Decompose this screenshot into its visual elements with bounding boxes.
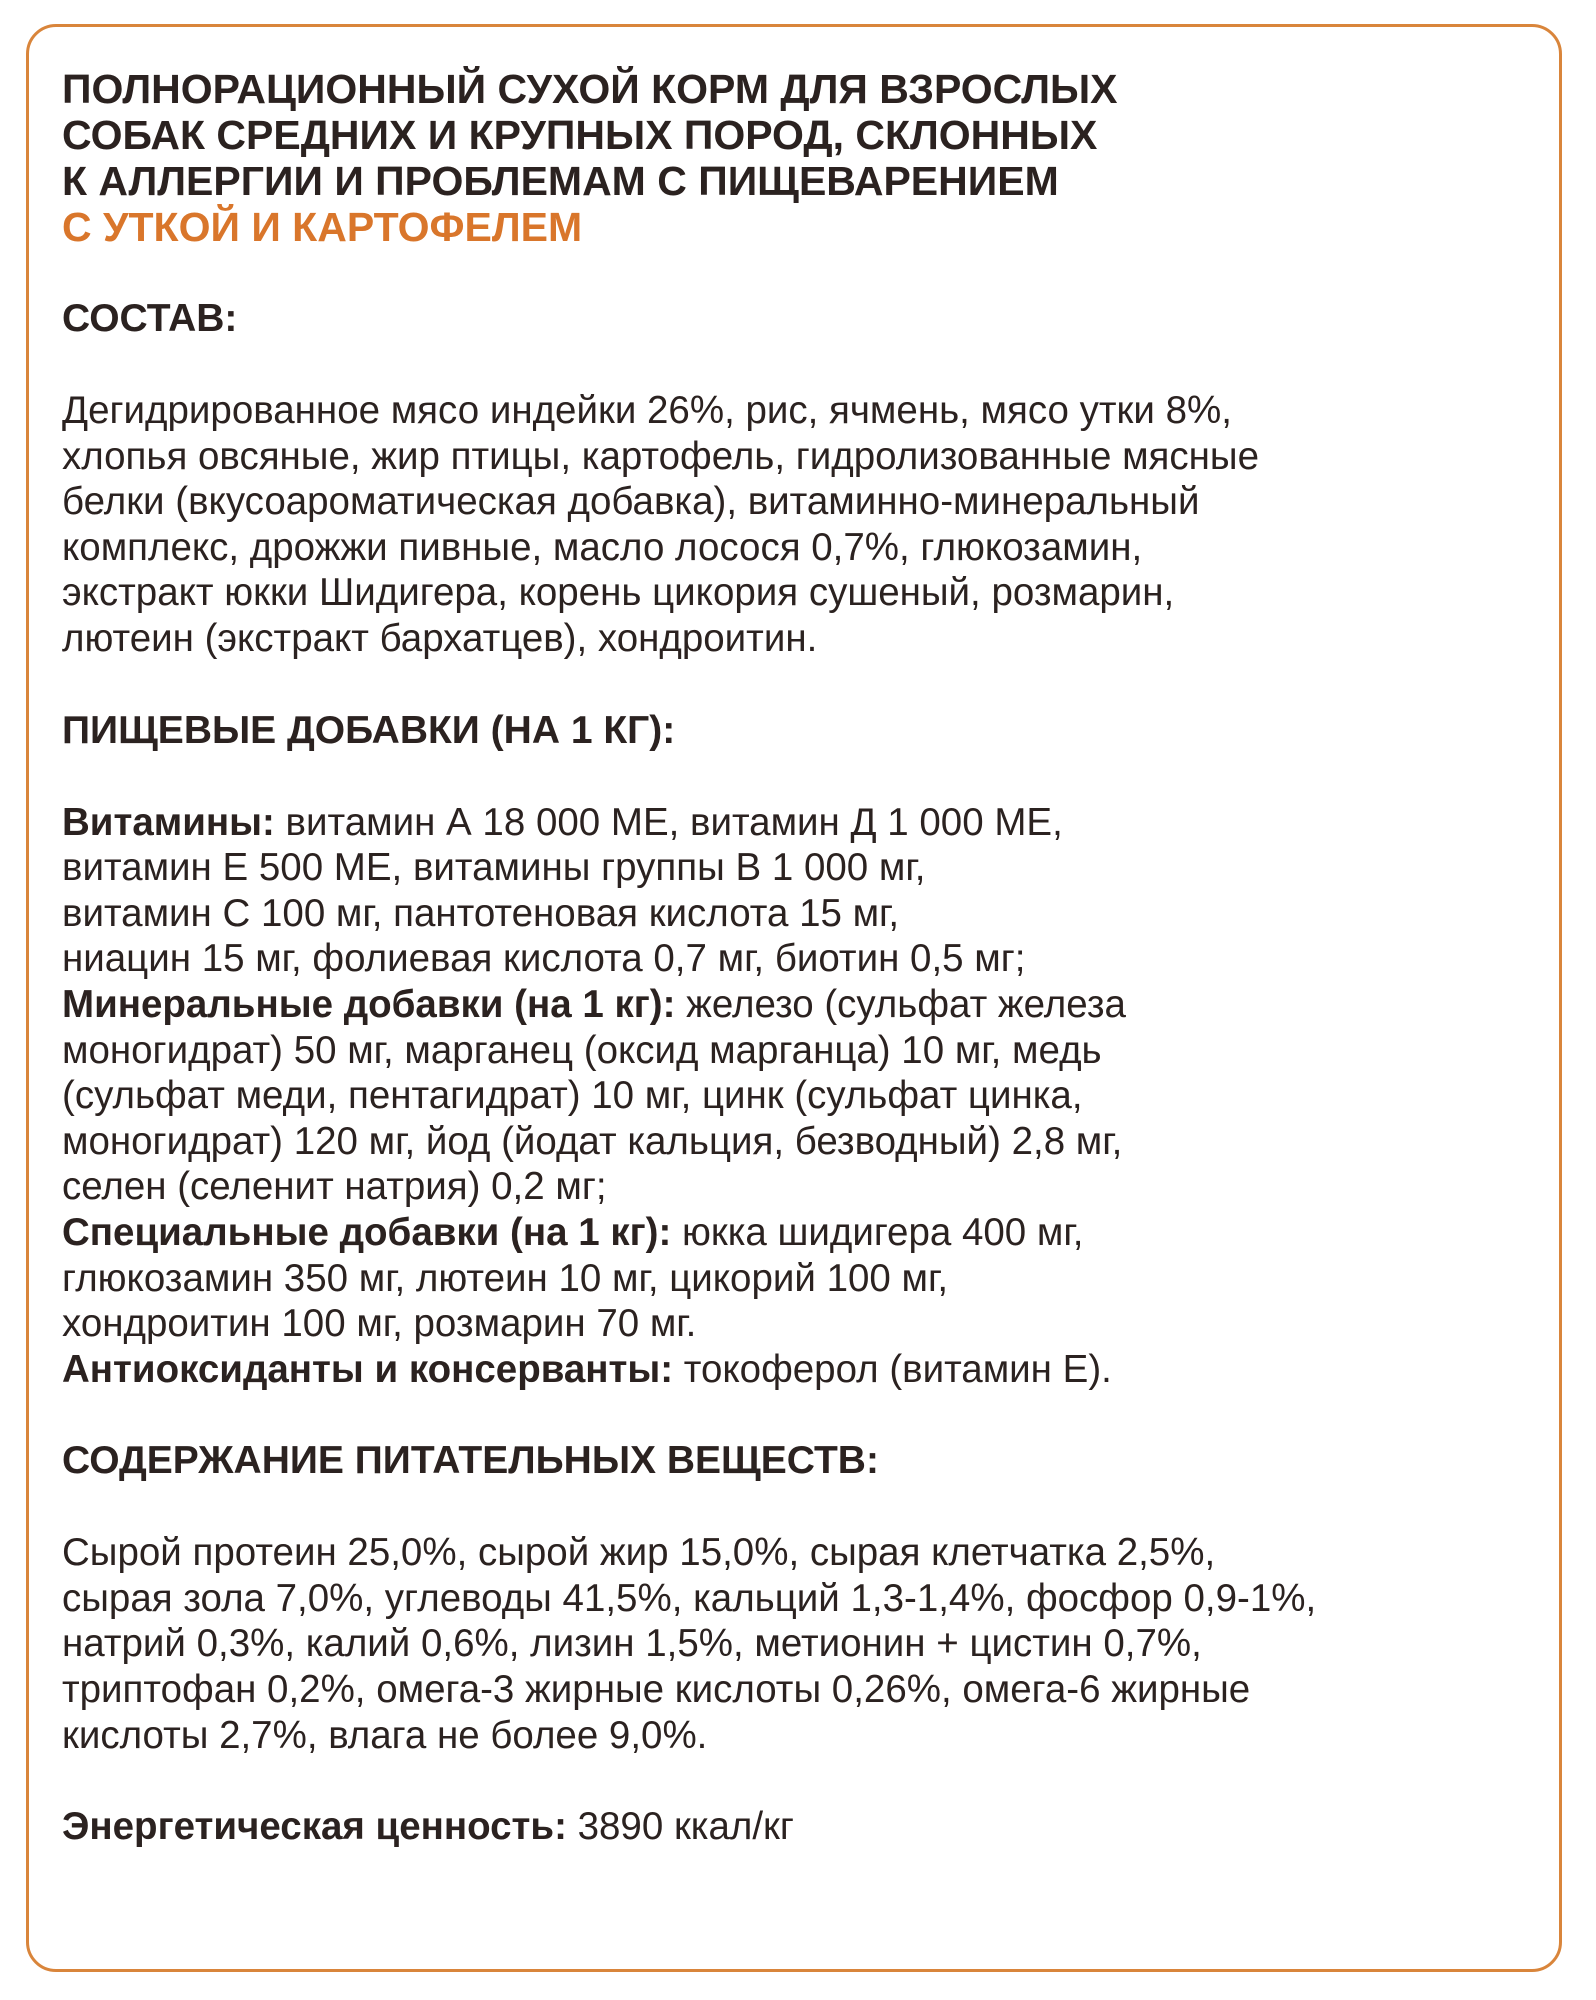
antioxidants-line: Антиоксиданты и консерванты: токоферол (витамин Е). bbox=[62, 1347, 1112, 1391]
vitamins-line: ниацин 15 мг, фолиевая кислота 0,7 мг, биотин 0,5 мг; bbox=[62, 937, 1026, 981]
energy-label: Энергетическая ценность: bbox=[62, 1805, 567, 1849]
minerals-line: (сульфат меди, пентагидрат) 10 мг, цинк (сульфат цинка, bbox=[62, 1074, 1083, 1118]
vitamins-line: Витамины: витамин А 18 000 МЕ, витамин Д 1 000 МЕ, bbox=[62, 800, 1063, 844]
special-line: глюкозамин 350 мг, лютеин 10 мг, цикорий 100 мг, bbox=[62, 1256, 949, 1300]
minerals-label: Минеральные добавки (на 1 кг): bbox=[62, 982, 676, 1026]
minerals-line: селен (селенит натрия) 0,2 мг; bbox=[62, 1165, 607, 1209]
composition-line: лютеин (экстракт бархатцев), хондроитин. bbox=[62, 616, 818, 660]
additives-heading: ПИЩЕВЫЕ ДОБАВКИ (НА 1 КГ): bbox=[62, 708, 676, 752]
energy-value bbox=[62, 1804, 1532, 1850]
vitamins-label: Витамины: bbox=[62, 800, 275, 844]
nutrients-heading: СОДЕРЖАНИЕ ПИТАТЕЛЬНЫХ ВЕЩЕСТВ: bbox=[62, 1439, 879, 1483]
special-line: Специальные добавки (на 1 кг): юкка шидигера 400 мг, bbox=[62, 1210, 1084, 1254]
antioxidants-label: Антиоксиданты и консерванты: bbox=[62, 1347, 674, 1391]
energy-amount: 3890 ккал/кг bbox=[566, 1805, 794, 1849]
composition-line: хлопья овсяные, жир птицы, картофель, гидролизованные мясные bbox=[62, 434, 1259, 478]
title-line: СОБАК СРЕДНИХ И КРУПНЫХ ПОРОД, СКЛОННЫХ bbox=[62, 112, 1098, 158]
nutrients-line: натрий 0,3%, калий 0,6%, лизин 1,5%, метионин + цистин 0,7%, bbox=[62, 1622, 1202, 1666]
composition-heading: СОСТАВ: bbox=[62, 297, 238, 340]
composition-line: экстракт юкки Шидигера, корень цикория сушеный, розмарин, bbox=[62, 571, 1175, 615]
title-flavor: С УТКОЙ И КАРТОФЕЛЕМ bbox=[62, 204, 583, 250]
vitamins-line: витамин С 100 мг, пантотеновая кислота 15 мг, bbox=[62, 891, 900, 935]
nutrients-line: кислоты 2,7%, влага не более 9,0%. bbox=[62, 1713, 708, 1757]
composition-line: Дегидрированное мясо индейки 26%, рис, ячмень, мясо утки 8%, bbox=[62, 389, 1232, 432]
composition-line: белки (вкусоароматическая добавка), витаминно-минеральный bbox=[62, 480, 1200, 524]
minerals-line: моногидрат) 120 мг, йод (йодат кальция, безводный) 2,8 мг, bbox=[62, 1119, 1123, 1163]
nutrients-line: Сырой протеин 25,0%, сырой жир 15,0%, сырая клетчатка 2,5%, bbox=[62, 1531, 1216, 1575]
minerals-line: Минеральные добавки (на 1 кг): железо (сульфат железа bbox=[62, 982, 1126, 1026]
title-line: К АЛЛЕРГИИ И ПРОБЛЕМАМ С ПИЩЕВАРЕНИЕМ bbox=[62, 158, 1059, 204]
nutrients-line: триптофан 0,2%, омега-3 жирные кислоты 0,26%, омега-6 жирные bbox=[62, 1668, 1251, 1712]
nutrients-line: сырая зола 7,0%, углеводы 41,5%, кальций 1,3-1,4%, фосфор 0,9-1%, bbox=[62, 1576, 1317, 1620]
product-info bbox=[62, 66, 1532, 1850]
product-title bbox=[62, 66, 1532, 250]
composition-text bbox=[62, 388, 1532, 662]
nutrients-text bbox=[62, 1530, 1532, 1758]
additives-text bbox=[62, 800, 1532, 1393]
title-line: ПОЛНОРАЦИОННЫЙ СУХОЙ КОРМ ДЛЯ ВЗРОСЛЫХ bbox=[62, 66, 1118, 112]
minerals-line: моногидрат) 50 мг, марганец (оксид марганца) 10 мг, медь bbox=[62, 1028, 1102, 1072]
special-label: Специальные добавки (на 1 кг): bbox=[62, 1210, 672, 1254]
composition-line: комплекс, дрожжи пивные, масло лосося 0,7%, глюкозамин, bbox=[62, 525, 1143, 569]
special-line: хондроитин 100 мг, розмарин 70 мг. bbox=[62, 1302, 697, 1346]
vitamins-line: витамин Е 500 МЕ, витамины группы В 1 000 мг, bbox=[62, 846, 926, 890]
